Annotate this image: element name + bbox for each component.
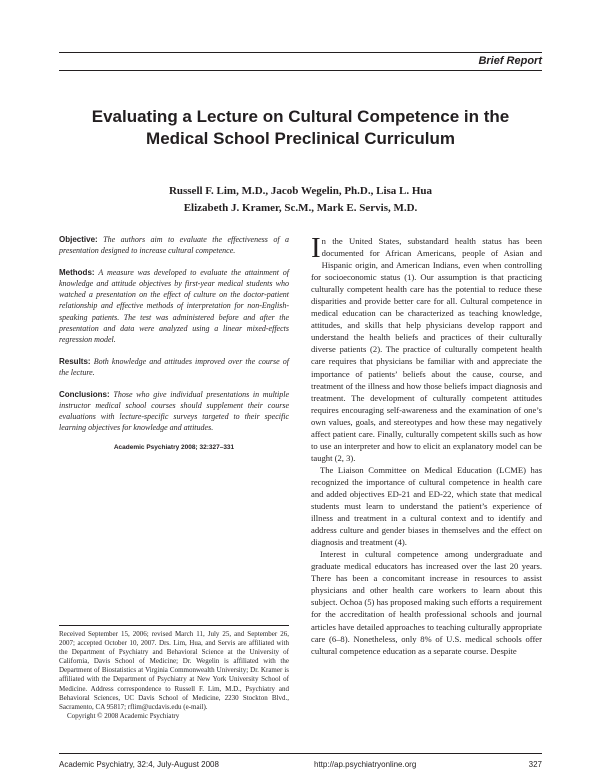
authors-line-2: Elizabeth J. Kramer, Sc.M., Mark E. Servis, M.D.	[183, 202, 418, 214]
author-list	[59, 183, 542, 217]
conclusions-label: Conclusions:	[59, 390, 110, 400]
footnote-text: Received September 15, 2006; revised March 11, July 25, and September 26, 2007; accepted October 10, 2007. Drs. Lim, Hua, and Servis are affiliated with the Department of Psychiatry and Behavioral Science at the University of California, Davis School of Medicine; Dr. Wegelin is affiliated with the Department of Biostatistics at Virginia Commonwealth University; Dr. Kramer is affiliated with the Department of Psychiatry at New York University School of Medicine. Address correspondence to Russell F. Lim, M.D., Psychiatry and Behavioral Sciences, UC Davis School of Medicine, 2230 Stockton Blvd., Sacramento, CA 95817; rflim@ucdavis.edu (e-mail).	[59, 630, 289, 711]
top-rule	[59, 52, 542, 53]
objective-text: The authors aim to evaluate the effectiveness of a presentation designed to increase cultural competence.	[59, 235, 290, 256]
body-text	[311, 232, 542, 657]
page-number: 327	[528, 760, 542, 769]
title-line-1: Evaluating a Lecture on Cultural Competence in the	[91, 107, 510, 126]
article-title	[59, 106, 542, 150]
footer-journal: Academic Psychiatry, 32:4, July-August 2008	[59, 760, 219, 769]
body-paragraph-2: The Liaison Committee on Medical Education (LCME) has recognized the importance of cultural competence in health care and added objectives ED-21 and ED-22, which state that medical students must learn to understand the patient’s experience of illness and treatment in a cultural context and to identify and address culture and gender biases in themselves and the effect on diagnosis and treatment (4).	[311, 464, 542, 548]
authors-line-1: Russell F. Lim, M.D., Jacob Wegelin, Ph.D., Lisa L. Hua	[168, 185, 433, 197]
objective-label: Objective:	[59, 235, 98, 244]
body-paragraph-1	[311, 232, 542, 464]
body-paragraph-3: Interest in cultural competence among undergraduate and graduate medical educators has increased over the last 20 years. There has been a concomitant increase in resources to assist physicians and other health care workers to learn about this subject. Ochoa (5) has proposed making such efforts a requirement for the accreditation of health professional schools and journal articles have detailed approaches to teaching culturally appropriate care (6–8). Nonetheless, only 8% of U.S. medical schools offer cultural competence education as a separate course. Despite	[311, 549, 542, 656]
section-label: Brief Report	[478, 55, 542, 67]
article-footnote	[59, 630, 289, 721]
abstract-methods	[59, 267, 289, 345]
results-text: Both knowledge and attitudes improved over the course of the lecture.	[59, 356, 289, 377]
title-line-2: Medical School Preclinical Curriculum	[146, 129, 455, 148]
conclusions-text: Those who give individual presentations in multiple instructor medical school courses should supplement their course evaluations with lecture-specific surveys targeted to their specific learning objectives for knowledge and attitudes.	[59, 390, 290, 433]
body-paragraph-1-text: n the United States, substandard health status has been documented for African Americans, people of Asian and Hispanic origin, and American Indians, even when controlling for socioeconomic status (1). Our assumption is that practicing culturally competent health care has the potential to reduce these disparities and provide better care for all. Cultural competence in medical education can be characterized as teaching knowledge, attitudes, and skills that help physicians develop rapport and understand the health beliefs and practices of their culturally diverse patients (2). The practice of culturally competent health care requires that physicians be familiar with and appreciate the importance of patients’ beliefs about the cause, course, and treatment of the illness and how those beliefs impact diagnosis and treatment. The development of culturally competent attitudes requires encouraging self-awareness and the examination of one’s own values, goals, and stereotypes and how these may negatively affect patient care. Finally, culturally competent skills such as how to use an interpreter and how to elicit an explanatory model can be taught (2, 3).	[311, 236, 542, 463]
header-rule	[59, 70, 542, 71]
abstract-objective	[59, 234, 289, 256]
drop-cap: I	[311, 232, 321, 264]
journal-citation: Academic Psychiatry 2008; 32:327–331	[113, 444, 235, 452]
methods-label: Methods:	[59, 268, 95, 278]
footnote-rule	[59, 625, 289, 626]
abstract-conclusions	[59, 389, 289, 433]
results-label: Results:	[59, 356, 91, 366]
methods-text: A measure was developed to evaluate the attainment of knowledge and attitude objectives by first-year medical students who watched a presentation on the effect of culture on the doctor-patient relationship and effective methods of interpretation for non-English-speaking patients. The test was administered before and after the presentation and data were analyzed using a linear mixed-effects regression model.	[59, 268, 290, 344]
footer-rule	[59, 753, 542, 754]
abstract-results	[59, 356, 289, 378]
copyright-line: Copyright © 2008 Academic Psychiatry	[67, 711, 180, 720]
footer-url: http://ap.psychiatryonline.org	[314, 760, 417, 769]
abstract	[59, 234, 289, 451]
